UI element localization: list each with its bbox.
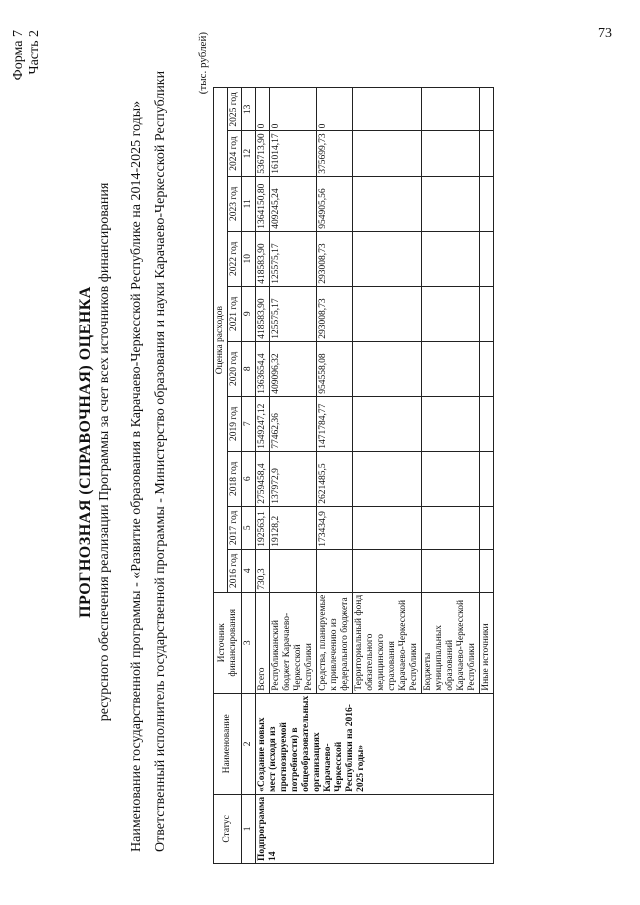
year-header: 2017 год — [228, 506, 242, 549]
value-cell — [353, 231, 422, 286]
header-name: Наименование — [214, 693, 242, 794]
column-number: 12 — [242, 131, 256, 176]
value-cell: 1549247,12 — [256, 396, 270, 451]
value-cell: 536713,90 — [256, 131, 270, 176]
value-cell — [270, 549, 317, 592]
value-cell — [422, 396, 480, 451]
value-cell — [422, 231, 480, 286]
value-cell — [353, 176, 422, 231]
column-number: 7 — [242, 396, 256, 451]
value-cell: 2759458,4 — [256, 451, 270, 506]
value-cell — [353, 286, 422, 341]
column-number: 6 — [242, 451, 256, 506]
row-source: Территориальный фонд обязательного медицинского страхования Карачаево-Черкесской Республики — [353, 592, 422, 693]
row-source: Республиканский бюджет Карачаево-Черкесской Республики — [270, 592, 317, 693]
value-cell — [422, 549, 480, 592]
value-cell: 730,3 — [256, 549, 270, 592]
year-header: 2025 год — [228, 88, 242, 131]
value-cell — [422, 88, 480, 131]
header-status: Статус — [214, 794, 242, 863]
column-number: 4 — [242, 549, 256, 592]
column-number: 13 — [242, 88, 256, 131]
column-number: 2 — [242, 693, 256, 794]
value-cell: 409096,32 — [270, 341, 317, 396]
document-title: ПРОГНОЗНАЯ (СПРАВОЧНАЯ) ОЦЕНКА — [77, 286, 94, 618]
document-subtitle: ресурсного обеспечения реализации Программы за счет всех источников финансирования — [97, 182, 112, 722]
header-source: Источник финансирования — [214, 592, 242, 693]
value-cell — [480, 176, 494, 231]
column-number: 9 — [242, 286, 256, 341]
value-cell — [480, 231, 494, 286]
value-cell: 375699,73 — [317, 131, 353, 176]
value-cell: 1363654,4 — [256, 341, 270, 396]
value-cell — [480, 286, 494, 341]
value-cell — [422, 341, 480, 396]
year-header: 2021 год — [228, 286, 242, 341]
value-cell — [353, 396, 422, 451]
program-name: Наименование государственной программы - «Развитие образования в Карачаево-Черкесской Республике на 2014-2025 годы» — [129, 100, 144, 852]
value-cell — [353, 131, 422, 176]
value-cell — [480, 506, 494, 549]
value-cell: 418583,90 — [256, 231, 270, 286]
value-cell: 0 — [256, 88, 270, 131]
value-cell — [480, 396, 494, 451]
value-cell — [480, 451, 494, 506]
value-cell — [422, 506, 480, 549]
column-number-row — [242, 88, 256, 864]
year-header: 2024 год — [228, 131, 242, 176]
row-program-name: «Создание новых мест (исходя из прогнозируемой потребности) в общеобразовательных организациях Карачаево-Черкесской Республики на 2016-2025 годы» — [256, 693, 494, 794]
value-cell — [353, 88, 422, 131]
value-cell: 0 — [317, 88, 353, 131]
page-number: 73 — [598, 26, 612, 41]
value-cell: 409245,24 — [270, 176, 317, 231]
funding-table — [213, 87, 494, 864]
value-cell: 125575,17 — [270, 286, 317, 341]
value-cell — [353, 549, 422, 592]
year-header: 2019 год — [228, 396, 242, 451]
value-cell — [422, 286, 480, 341]
year-header: 2018 год — [228, 451, 242, 506]
form-part: Часть 2 — [27, 30, 42, 75]
value-cell: 293008,73 — [317, 231, 353, 286]
table-row — [256, 88, 270, 864]
value-cell: 0 — [270, 88, 317, 131]
year-header: 2022 год — [228, 231, 242, 286]
value-cell: 954905,56 — [317, 176, 353, 231]
column-number: 11 — [242, 176, 256, 231]
header-row — [214, 88, 228, 864]
row-source: Средства, планируемые к привлечению из федерального бюджета — [317, 592, 353, 693]
year-header: 2016 год — [228, 549, 242, 592]
year-header: 2023 год — [228, 176, 242, 231]
form-number: Форма 7 — [11, 30, 26, 81]
value-cell: 137972,9 — [270, 451, 317, 506]
value-cell: 293008,73 — [317, 286, 353, 341]
value-cell — [422, 451, 480, 506]
value-cell — [480, 549, 494, 592]
units-label: (тыс. рублей) — [197, 32, 209, 95]
value-cell: 125575,17 — [270, 231, 317, 286]
value-cell — [353, 451, 422, 506]
landscape-page — [5, 12, 635, 892]
row-source: Бюджеты муниципальных образований Карачаево-Черкесской Республики — [422, 592, 480, 693]
form-label — [11, 30, 43, 80]
table-body — [256, 88, 494, 864]
value-cell — [422, 176, 480, 231]
value-cell: 161014,17 — [270, 131, 317, 176]
value-cell: 77462,36 — [270, 396, 317, 451]
value-cell — [480, 88, 494, 131]
column-number: 5 — [242, 506, 256, 549]
value-cell: 1471784,77 — [317, 396, 353, 451]
responsible-executor: Ответственный исполнитель государственной программы - Министерство образования и науки Карачаево-Черкесской Республики — [153, 70, 168, 852]
value-cell — [353, 506, 422, 549]
value-cell: 954558,08 — [317, 341, 353, 396]
column-number: 10 — [242, 231, 256, 286]
value-cell — [480, 341, 494, 396]
value-cell: 2621485,5 — [317, 451, 353, 506]
value-cell: 1364150,80 — [256, 176, 270, 231]
value-cell: 19128,2 — [270, 506, 317, 549]
value-cell: 192563,1 — [256, 506, 270, 549]
column-number: 8 — [242, 341, 256, 396]
year-header: 2020 год — [228, 341, 242, 396]
value-cell: 173434,9 — [317, 506, 353, 549]
header-estimate: Оценка расходов — [214, 88, 228, 592]
row-source: Иные источники — [480, 592, 494, 693]
value-cell — [480, 131, 494, 176]
value-cell — [353, 341, 422, 396]
value-cell — [422, 131, 480, 176]
row-status: Подпрограмма 14 — [256, 794, 494, 863]
column-number: 3 — [242, 592, 256, 693]
value-cell: 418583,90 — [256, 286, 270, 341]
row-source: Всего — [256, 592, 270, 693]
value-cell — [317, 549, 353, 592]
column-number: 1 — [242, 794, 256, 863]
